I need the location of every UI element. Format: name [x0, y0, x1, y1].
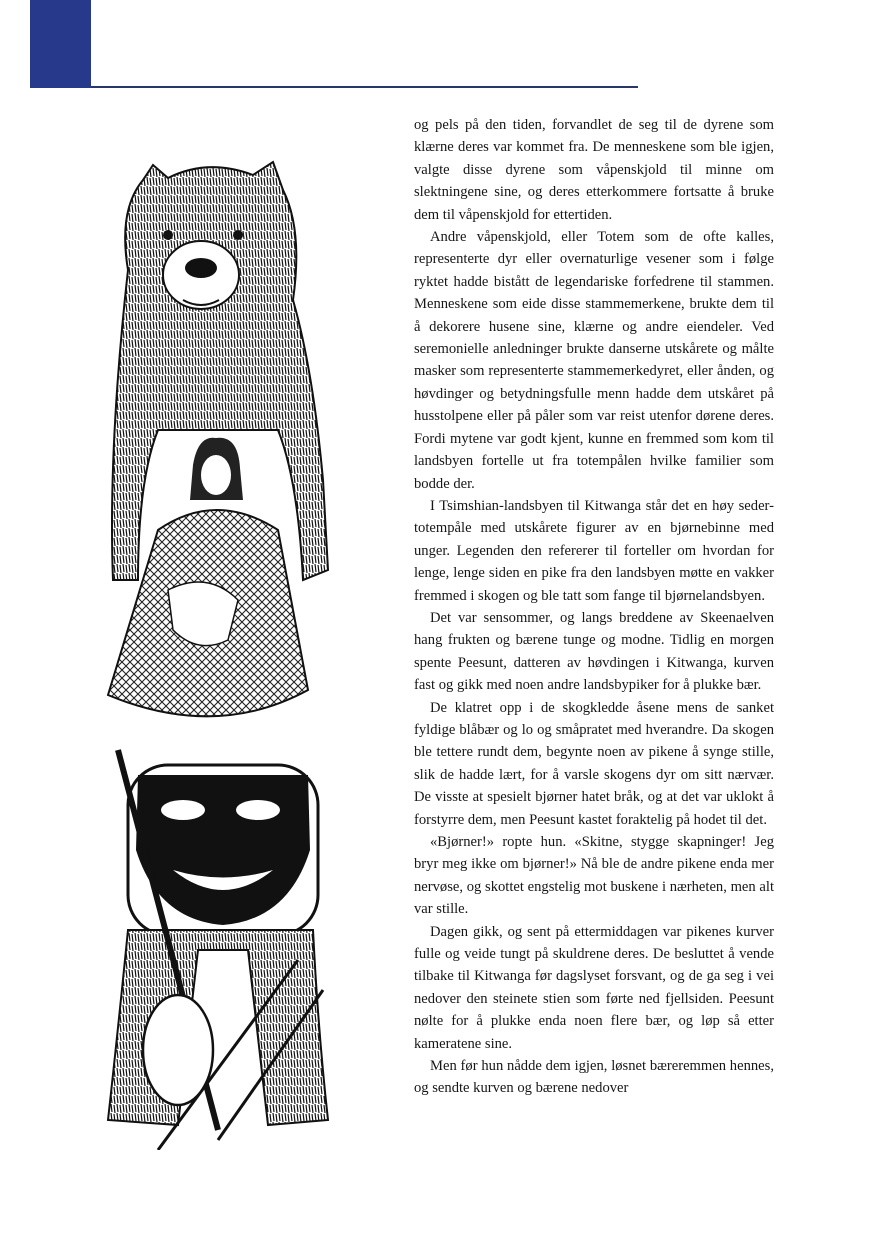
body-text [414, 114, 774, 1100]
header-rule [91, 86, 638, 88]
paragraph: «Bjørner!» ropte hun. «Skitne, stygge skapninger! Jeg bryr meg ikke om bjørner!» Nå ble de andre pikene enda mer nervøse, og skottet engstelig mot buskene i nærheten, men alt var stille. [414, 834, 774, 918]
paragraph: De klatret opp i de skogkledde åsene mens de sanket fyldige blåbær og lo og småpratet med hverandre. Da skogen ble tettere rundt dem, begynte noen av pikene å synge stille, slik de hadde lært, for å varsle skogens dyr om sitt nærvær. De visste at spesielt bjørner hatet bråk, og at det var uklokt å forstyrre dem, men Peesunt kastet foraktelig på hodet til det. [414, 699, 774, 828]
paragraph: Dagen gikk, og sent på ettermiddagen var pikenes kurver fulle og veide tungt på skuldrene deres. De besluttet å vende tilbake til Kitwanga før dagslyset forsvant, og de ga seg i vei nedover den steinete stien som førte ned fjellsiden. Peesunt nølte for å plukke enda noen flere bær, og løp så etter kameratene sine. [414, 923, 774, 1052]
paragraph: I Tsimshian-landsbyen til Kitwanga står det en høy seder-totempåle med utskårete figurer av en bjørnebinne med unger. Legenden den refererer til forteller om hvordan for lenge, lenge siden en pike fra den landsbyen møtte en vakker fremmed i skogen og ble tatt som fange til bjørnelandsbyen. [414, 497, 774, 604]
paragraph: og pels på den tiden, forvandlet de seg til de dyrene som klærne deres var kommet fra. De menneskene som ble igjen, valgte disse dyrene som våpenskjold til minne om slektningene sine, og deres etterkommere fortsatte å bruke dem til våpenskjold for ettertiden. [414, 117, 774, 223]
corner-color-block [30, 0, 91, 88]
totem-pole-illustration [98, 150, 338, 1150]
paragraph: Andre våpenskjold, eller Totem som de ofte kalles, representerte dyr eller overnaturlige vesener som i følge ryktet hadde bistått de legendariske forfedrene til stammen. Menneskene som eide disse stammemerkene, brukte dem til å dekorere husene sine, klærne og andre eiendeler. Ved seremonielle anledninger brukte danserne utskårete og målte masker som representerte stammemerkedyret, eller ånden, og høvdinger og betydningsfulle menn hadde dem utskåret på husstolpene eller på påler som var reist utenfor dørene deres. Fordi mytene var godt kjent, kunne en fremmed som kom til landsbyen fortelle ut fra totempålen hvilke familier som bodde der. [414, 229, 774, 492]
paragraph: Det var sensommer, og langs breddene av Skeenaelven hang frukten og bærene tunge og modne. Tidlig en morgen spente Peesunt, datteren av høvdingen i Kitwanga, kurven fast og gikk med noen andre landsbypiker for å plukke bær. [414, 609, 774, 694]
paragraph: Men før hun nådde dem igjen, løsnet bæreremmen hennes, og sendte kurven og bærene nedover [414, 1058, 774, 1097]
